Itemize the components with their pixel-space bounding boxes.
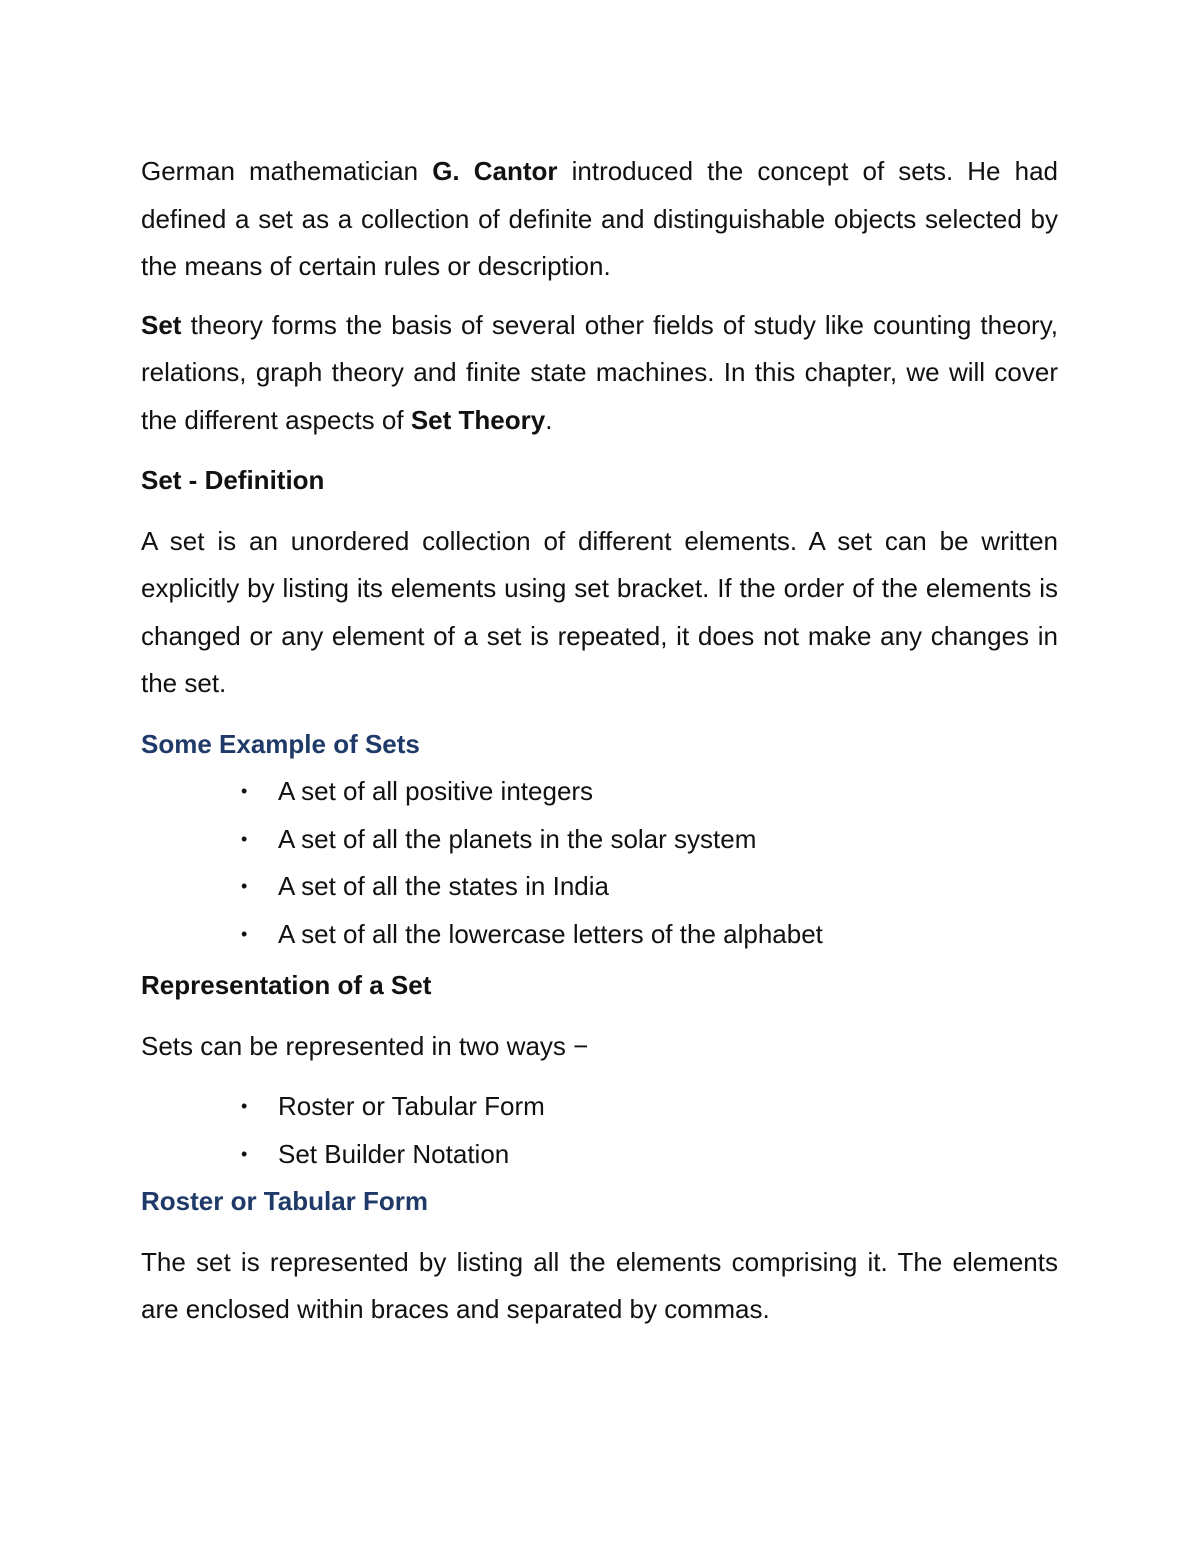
list-item bbox=[241, 1083, 1058, 1131]
examples-list bbox=[141, 768, 1058, 958]
document-page bbox=[141, 148, 1058, 1334]
representation-intro: Sets can be represented in two ways − bbox=[141, 1030, 589, 1061]
intro-paragraph-1 bbox=[141, 148, 1058, 291]
list-item-text: A set of all the states in India bbox=[278, 871, 609, 901]
definition-heading: Set - Definition bbox=[141, 465, 325, 495]
bullet-icon: • bbox=[241, 828, 248, 849]
examples-heading: Some Example of Sets bbox=[141, 728, 420, 759]
list-item-text: A set of all the planets in the solar system bbox=[278, 823, 757, 854]
cantor-bold: G. Cantor bbox=[432, 156, 558, 186]
set-bold: Set bbox=[141, 309, 182, 340]
bullet-icon: • bbox=[241, 1143, 248, 1164]
roster-paragraph: The set is represented by listing all the elements comprising it. The elements are enclosed within braces and separated by commas. bbox=[141, 1246, 1058, 1324]
list-item-text: Set Builder Notation bbox=[278, 1138, 510, 1169]
intro-p2-text-b: . bbox=[545, 404, 553, 435]
bullet-icon: • bbox=[241, 781, 248, 801]
list-item bbox=[241, 911, 1058, 959]
list-item bbox=[241, 768, 1058, 816]
bullet-icon: • bbox=[241, 876, 248, 896]
intro-paragraph-2 bbox=[141, 302, 1058, 445]
list-item-text: A set of all positive integers bbox=[278, 776, 594, 806]
set-theory-bold: Set Theory bbox=[410, 404, 546, 435]
list-item-text: Roster or Tabular Form bbox=[278, 1091, 545, 1121]
intro-p2-text-a: theory forms the basis of several other fields of study like counting theory, relations, graph theory and finite state machines. In this chapter, we will cover the different aspects of bbox=[141, 309, 1058, 435]
bullet-icon: • bbox=[241, 1096, 248, 1116]
bullet-icon: • bbox=[241, 923, 248, 944]
roster-heading: Roster or Tabular Form bbox=[141, 1186, 429, 1216]
definition-paragraph: A set is an unordered collection of different elements. A set can be written explicitly by listing its elements using set bracket. If the order of the elements is changed or any element of a set is repeated, it does not make any changes in the set. bbox=[141, 525, 1058, 698]
representation-list bbox=[141, 1083, 1058, 1178]
list-item bbox=[241, 863, 1058, 911]
list-item-text: A set of all the lowercase letters of the alphabet bbox=[278, 918, 823, 949]
intro-p1-text-b: introduced the concept of sets. He had defined a set as a collection of definite and distinguishable objects selected by the means of certain rules or description. bbox=[141, 156, 1058, 281]
representation-heading: Representation of a Set bbox=[141, 970, 432, 1000]
intro-p1-text-a: German mathematician bbox=[141, 156, 433, 186]
list-item bbox=[241, 1131, 1058, 1179]
list-item bbox=[241, 816, 1058, 864]
